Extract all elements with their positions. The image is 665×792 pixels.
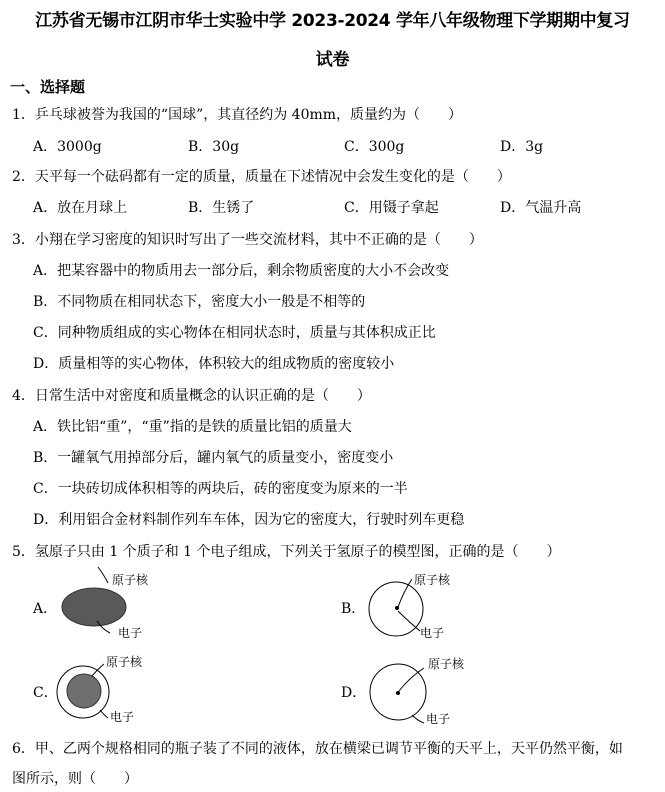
label-nucleus: 原子核 (428, 657, 465, 671)
question-5-option-b-label: B． (341, 601, 366, 617)
question-4-stem: 4．日常生活中对密度和质量概念的认识正确的是（ ） (12, 388, 371, 404)
question-6-stem-line1: 6．甲、乙两个规格相同的瓶子装了不同的液体，放在横梁已调节平衡的天平上，天平仍然平衡，如 (12, 741, 623, 757)
exam-title-line1: 江苏省无锡市江阴市华士实验中学 2023-2024 学年八年级物理下学期期中复习 (35, 11, 630, 31)
question-3-option-b: B．不同物质在相同状态下，密度大小一般是不相等的 (33, 294, 366, 310)
atom-model-c (57, 654, 143, 724)
question-4-option-d: D．利用铝合金材料制作列车车体，因为它的密度大，行驶时列车更稳 (33, 512, 465, 528)
question-5-option-a-label: A． (33, 601, 58, 617)
option-d: D．气温升高 (500, 200, 582, 216)
question-3-stem: 3．小翔在学习密度的知识时写出了一些交流材料，其中不正确的是（ ） (12, 232, 483, 248)
section-heading: 一、选择题 (10, 78, 86, 96)
question-5-option-d-label: D． (341, 685, 367, 701)
option-d: D．3g (500, 139, 544, 155)
label-electron: 电子 (118, 626, 143, 640)
question-3-option-a: A．把某容器中的物质用去一部分后，剩余物质密度的大小不会改变 (33, 263, 450, 279)
question-6-stem-line2: 图所示，则（ ） (12, 771, 138, 787)
question-1-stem: 1．乒乓球被誉为我国的“国球”，其直径约为 40mm，质量约为（ ） (12, 107, 463, 123)
question-3-option-d: D．质量相等的实心物体，体积较大的组成物质的密度较小 (33, 356, 395, 372)
atom-model-d (370, 656, 465, 726)
question-3-option-c: C．同种物质组成的实心物体在相同状态时，质量与其体积成正比 (33, 325, 436, 341)
question-4-option-a: A．铁比铝“重”，“重”指的是铁的质量比铝的质量大 (33, 419, 352, 435)
question-4-option-c: C．一块砖切成体积相等的两块后，砖的密度变为原来的一半 (33, 481, 408, 497)
option-c: C．300g (344, 139, 405, 155)
label-electron: 电子 (110, 710, 135, 724)
label-electron: 电子 (426, 712, 451, 726)
question-5-option-c-label: C． (33, 685, 58, 701)
label-electron: 电子 (420, 626, 445, 640)
option-a: A．放在月球上 (33, 200, 128, 216)
option-a: A．3000g (33, 139, 102, 155)
label-nucleus: 原子核 (414, 573, 451, 587)
option-b: B．30g (188, 139, 240, 155)
exam-title-line2: 试卷 (315, 50, 350, 70)
atom-model-diagrams (0, 565, 665, 735)
option-c: C．用镊子拿起 (344, 200, 439, 216)
question-4-option-b: B．一罐氧气用掉部分后，罐内氧气的质量变小，密度变小 (33, 450, 394, 466)
question-5-stem: 5．氢原子只由 1 个质子和 1 个电子组成，下列关于氢原子的模型图，正确的是（ ） (12, 544, 561, 560)
question-2-stem: 2．天平每一个砝码都有一定的质量，质量在下述情况中会发生变化的是（ ） (12, 169, 511, 185)
label-nucleus: 原子核 (106, 655, 143, 669)
atom-model-a (62, 567, 149, 640)
option-b: B．生锈了 (188, 200, 255, 216)
label-nucleus: 原子核 (112, 573, 149, 587)
atom-model-b (369, 572, 451, 640)
